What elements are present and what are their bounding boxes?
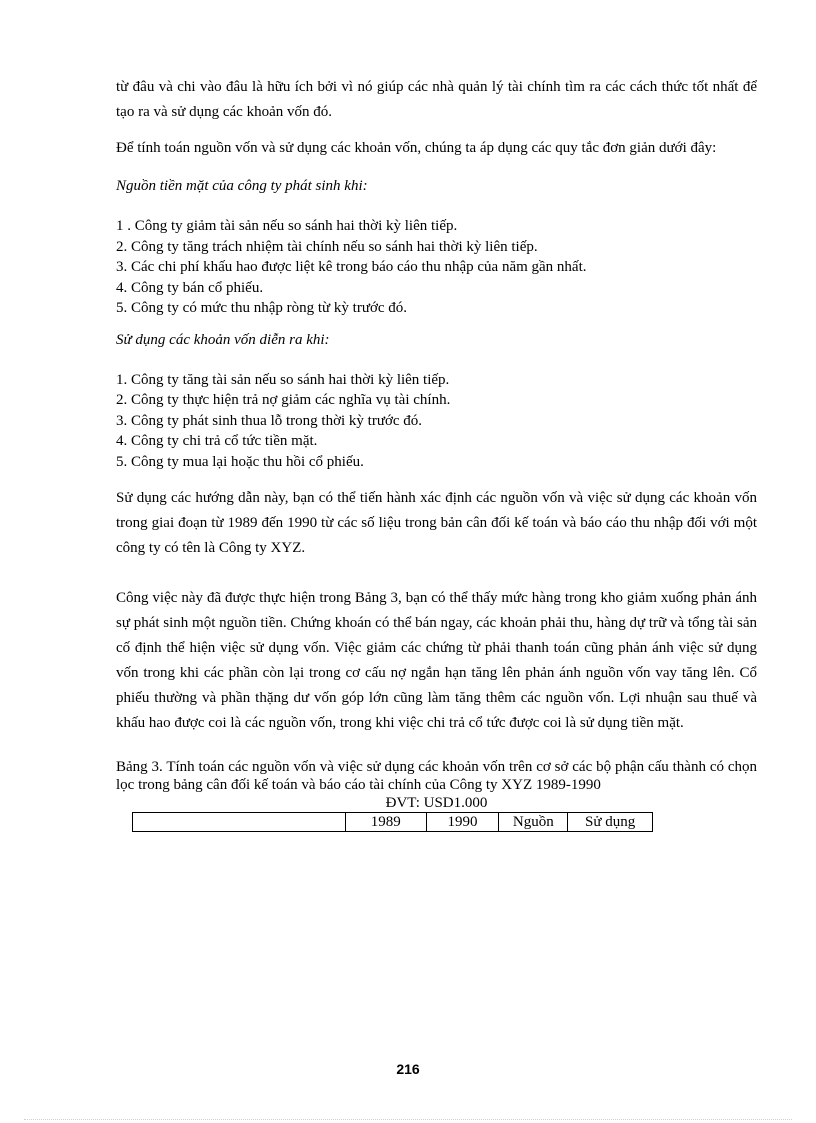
uses-list	[116, 370, 757, 473]
uses-heading: Sử dụng các khoản vốn diễn ra khi:	[116, 331, 330, 348]
list-item: 3. Các chi phí khấu hao được liệt kê trong báo cáo thu nhập của năm gần nhất.	[116, 259, 587, 275]
table-header-cell: 1989	[345, 813, 426, 832]
table-header-cell	[133, 813, 346, 832]
list-item: 3. Công ty phát sinh thua lỗ trong thời kỳ trước đó.	[116, 412, 423, 429]
table-header-cell: Sử dụng	[568, 813, 653, 832]
list-item: 2. Công ty thực hiện trả nợ giảm các nghĩa vụ tài chính.	[116, 392, 451, 408]
table-caption: Bảng 3. Tính toán các nguồn vốn và việc sử dụng các khoản vốn trên cơ sở các bộ phận cấu thành có chọn lọc trong bảng cân đối kế toán và báo cáo tài chính của Công ty XYZ 1989-1990	[116, 759, 757, 793]
paragraph-intro: từ đâu và chi vào đâu là hữu ích bởi vì nó giúp các nhà quản lý tài chính tìm ra các cách thức tốt nhất để tạo ra và sử dụng các khoản vốn đó.	[116, 79, 757, 120]
list-item: 5. Công ty mua lại hoặc thu hồi cổ phiếu.	[116, 453, 364, 470]
list-item: 1 . Công ty giảm tài sản nếu so sánh hai thời kỳ liên tiếp.	[116, 218, 458, 234]
list-item: 4. Công ty bán cổ phiếu.	[116, 279, 264, 296]
paragraph-guidance: Sử dụng các hướng dẫn này, bạn có thể tiến hành xác định các nguồn vốn và việc sử dụng các khoản vốn trong giai đoạn từ 1989 đến 1990 từ các số liệu trong bản cân đối kế toán và báo cáo thu nhập đối với một công ty có tên là Công ty XYZ.	[116, 490, 757, 556]
list-item: 5. Công ty có mức thu nhập ròng từ kỳ trước đó.	[116, 300, 408, 316]
table-unit: ĐVT: USD1.000	[385, 795, 488, 811]
list-item: 4. Công ty chi trả cổ tức tiền mặt.	[116, 433, 318, 449]
sources-list	[116, 216, 757, 319]
sources-uses-table	[132, 812, 653, 832]
list-item: 2. Công ty tăng trách nhiệm tài chính nếu so sánh hai thời kỳ liên tiếp.	[116, 238, 538, 255]
list-item: 1. Công ty tăng tài sản nếu so sánh hai thời kỳ liên tiếp.	[116, 371, 450, 388]
sources-heading: Nguồn tiền mặt của công ty phát sinh khi:	[116, 178, 368, 194]
table-header-cell: Nguồn	[499, 813, 568, 832]
table-header-cell: 1990	[426, 813, 499, 832]
footer-divider	[24, 1119, 792, 1120]
table-header-row	[133, 813, 653, 832]
paragraph-analysis: Công việc này đã được thực hiện trong Bảng 3, bạn có thể thấy mức hàng trong kho giảm xuống phản ánh sự phát sinh một nguồn tiền. Chứng khoán có thể bán ngay, các khoản phải thu, hàng dự trữ và tổng tài sản cố định thể hiện việc sử dụng vốn. Việc giảm các chứng từ phải thanh toán cũng phản ánh việc sử dụng vốn trong khi các phần còn lại trong cơ cấu nợ ngắn hạn tăng lên phản ánh nguồn vốn vay tăng lên. Cổ phiếu thường và phần thặng dư vốn góp lớn cũng làm tăng thêm các nguồn vốn. Lợi nhuận sau thuế và khấu hao được coi là các nguồn vốn, trong khi việc chi trả cổ tức được coi là sử dụng tiền mặt.	[116, 590, 758, 731]
page-number: 216	[396, 1061, 420, 1077]
page-content	[116, 75, 757, 832]
paragraph-rules: Để tính toán nguồn vốn và sử dụng các khoản vốn, chúng ta áp dụng các quy tắc đơn giản dưới đây:	[116, 140, 717, 156]
